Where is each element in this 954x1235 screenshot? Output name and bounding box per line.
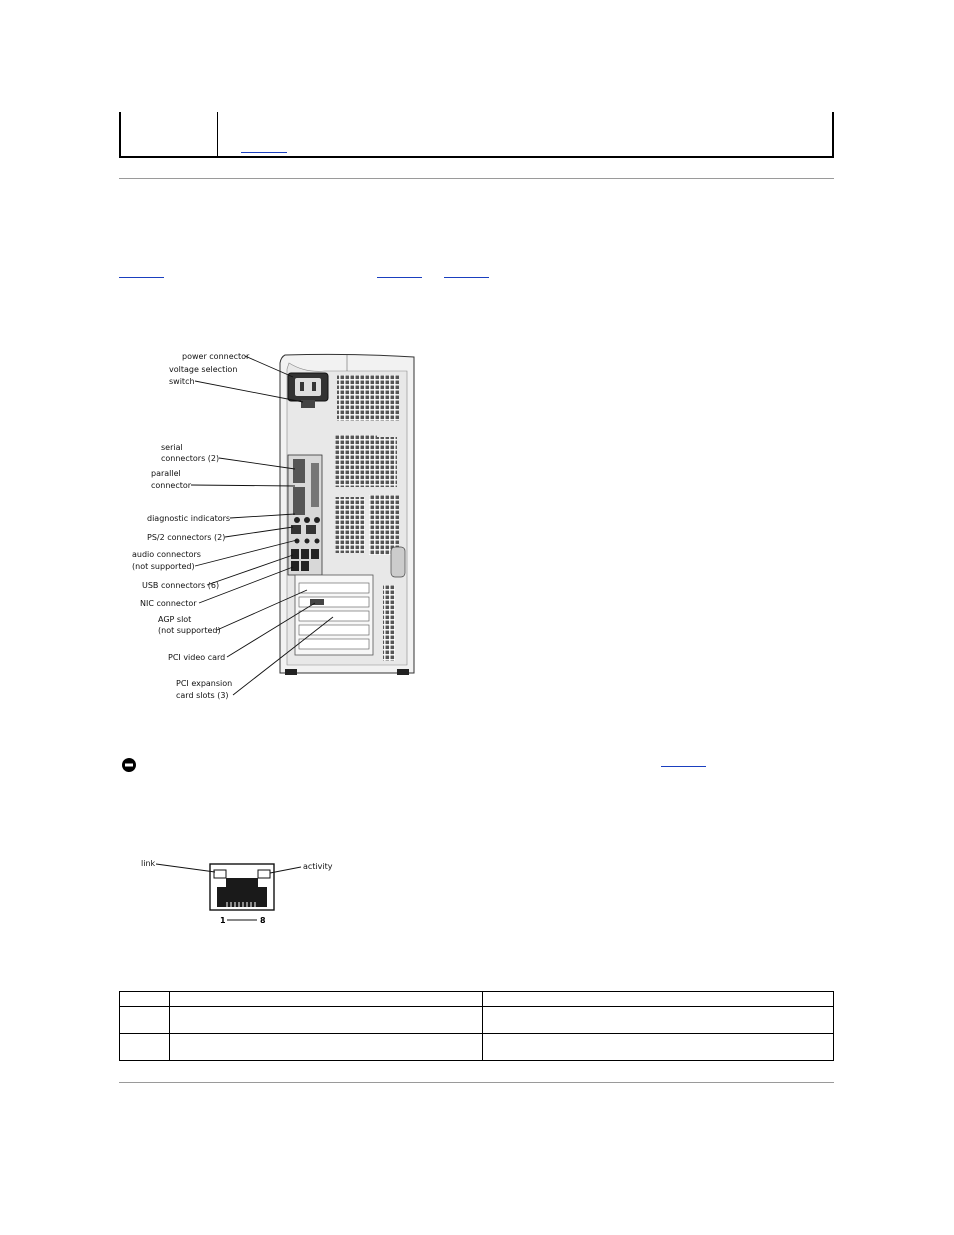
label-pin-first: 1 <box>220 916 226 925</box>
notice-link[interactable] <box>661 766 706 767</box>
table-cell <box>120 1007 170 1034</box>
label-pin-last: 8 <box>260 916 266 925</box>
nic-connector-figure <box>135 850 345 930</box>
table-cell <box>120 1034 170 1061</box>
label-agp-1: AGP slot <box>158 615 192 624</box>
paragraph-link-1[interactable] <box>119 277 164 278</box>
table-cell <box>120 992 170 1007</box>
section-divider-top <box>119 178 834 179</box>
label-pci-video: PCI video card <box>168 653 226 662</box>
padlock-ring <box>391 547 405 577</box>
label-agp-2: (not supported) <box>158 626 221 635</box>
label-voltage-selection-2: switch <box>169 377 195 386</box>
activity-indicator <box>258 870 270 878</box>
table-row <box>120 1007 834 1034</box>
io-panel <box>288 455 322 575</box>
label-parallel-1: parallel <box>151 469 181 478</box>
table-row <box>120 992 834 1007</box>
label-diagnostic: diagnostic indicators <box>147 514 231 523</box>
label-pci-exp-2: card slots (3) <box>176 691 229 700</box>
top-table <box>119 112 834 158</box>
label-power-connector: power connector <box>182 352 250 361</box>
label-nic: NIC connector <box>140 599 197 608</box>
label-activity: activity <box>303 862 333 871</box>
table-cell <box>170 992 483 1007</box>
top-table-link[interactable] <box>241 152 287 153</box>
expansion-slots <box>295 575 373 655</box>
top-table-divider <box>217 112 218 156</box>
paragraph-link-2[interactable] <box>377 277 422 278</box>
link-indicator <box>214 870 226 878</box>
table-cell <box>170 1034 483 1061</box>
computer-back-view-figure <box>125 345 425 710</box>
voltage-selection-switch <box>301 400 315 408</box>
label-link: link <box>141 859 156 868</box>
label-ps2: PS/2 connectors (2) <box>147 533 226 542</box>
section-divider-bottom <box>119 1082 834 1083</box>
label-voltage-selection-1: voltage selection <box>169 365 238 374</box>
table-cell <box>483 992 834 1007</box>
label-serial-2: connectors (2) <box>161 454 220 463</box>
table-cell <box>170 1007 483 1034</box>
paragraph-link-3[interactable] <box>444 277 489 278</box>
label-parallel-2: connector <box>151 481 192 490</box>
indicator-table <box>119 991 834 1061</box>
label-pci-exp-1: PCI expansion <box>176 679 233 688</box>
power-connector <box>288 373 328 401</box>
table-cell <box>483 1034 834 1061</box>
table-cell <box>483 1007 834 1034</box>
label-audio-2: (not supported) <box>132 562 195 571</box>
label-audio-1: audio connectors <box>132 550 201 559</box>
label-serial-1: serial <box>161 443 183 452</box>
table-row <box>120 1034 834 1061</box>
notice-icon <box>121 757 137 773</box>
label-usb: USB connectors (6) <box>142 581 220 590</box>
